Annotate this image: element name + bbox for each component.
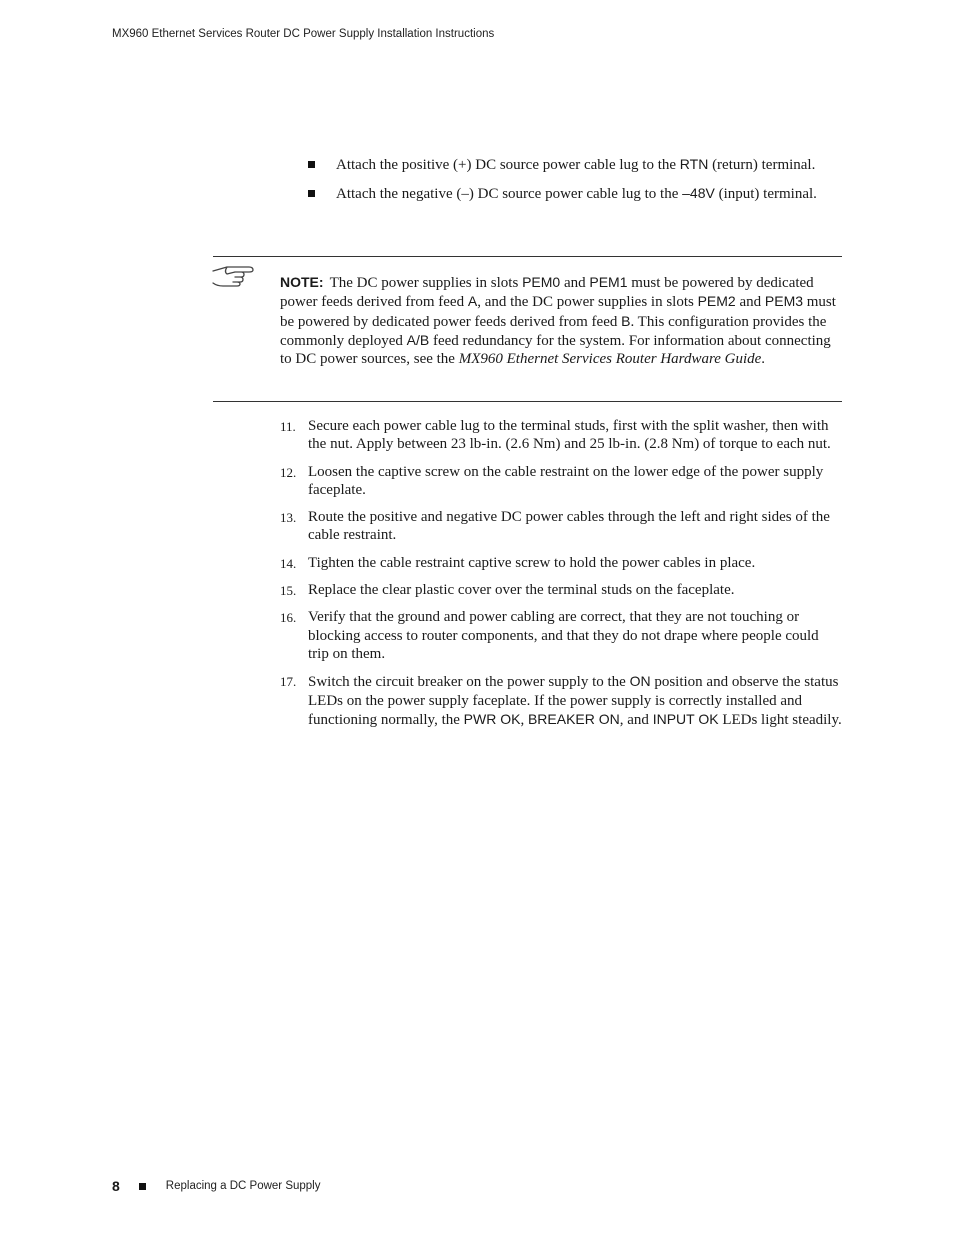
note-text: must be powered by dedicated power feeds derived from feed [280,275,814,311]
step-item [280,417,842,454]
note-text: must be powered by dedicated power feeds derived from feed [280,294,836,330]
step-number: 14. [280,555,297,571]
step-text: Verify that the ground and power cabling are correct, that they are not touching or blocking access to router components, and that they do not drape where people could trip on them. [308,609,819,662]
slot-name: PEM2 [697,293,736,310]
note-text: . [761,351,766,368]
step-item [280,581,842,599]
led-name: PWR OK [463,710,521,727]
step-text: , [520,711,528,728]
step-text: , and [619,711,653,728]
note-top-rule [213,256,842,257]
led-name: BREAKER ON [527,710,620,727]
step-text: LEDs light steadily. [718,711,842,728]
note-text: and [735,294,765,311]
bullet-list [308,155,828,214]
feed-name: B [621,312,631,329]
slot-name: PEM0 [522,274,561,290]
bullet-text: Attach the positive (+) DC source power cable lug to the [336,157,680,173]
step-text: position and observe the status LEDs on the power supply faceplate. If the power supply is correctly installed and functioning normally, the [308,674,839,728]
note-text: feed redundancy for the system. For information about connecting to DC power sources, see the [280,332,831,368]
square-bullet-icon [308,190,315,197]
step-item [280,672,842,729]
square-bullet-icon [308,161,315,168]
step-number: 13. [280,510,297,526]
step-list [280,417,842,738]
step-item [280,508,842,545]
feed-name: A [467,293,478,310]
bullet-text: (return) terminal. [708,157,816,173]
hardware-guide-reference: MX960 Ethernet Services Router Hardware Guide [458,351,762,368]
step-text: Secure each power cable lug to the terminal studs, first with the split washer, then with the nut. Apply between 23 lb-in. (2.6 Nm) and 25 lb-in. (2.8 Nm) of torque to each nut. [308,418,831,453]
slot-name: PEM3 [764,293,804,310]
step-text: Loosen the captive screw on the cable restraint on the lower edge of the power supply faceplate. [308,463,824,498]
bullet-text: (input) terminal. [714,186,817,203]
bullet-item [308,155,828,174]
step-item [280,554,842,572]
bullet-text: Attach the negative (–) DC source power cable lug to the [336,186,683,203]
step-number: 16. [280,610,297,626]
note-label: NOTE: [280,274,324,290]
terminal-name: RTN [679,156,709,172]
led-name: INPUT OK [652,710,719,727]
note-text: . This configuration provides the commonly deployed [280,313,827,349]
page-footer [112,1178,321,1194]
step-item [280,463,842,500]
step-number: 15. [280,583,297,599]
step-text: Switch the circuit breaker on the power supply to the [308,674,630,691]
note-text: , and the DC power supplies in slots [477,294,698,311]
step-number: 17. [280,674,297,690]
step-number: 12. [280,464,297,480]
note-text: and [560,275,590,291]
switch-position: ON [629,673,651,690]
running-header: MX960 Ethernet Services Router DC Power Supply Installation Instructions [112,28,495,40]
note-bottom-rule [213,401,842,402]
footer-section-title: Replacing a DC Power Supply [165,1180,321,1192]
note-block [280,273,842,368]
step-item [280,608,842,663]
step-text: Route the positive and negative DC power cables through the left and right sides of the cable restraint. [308,509,830,544]
terminal-name: –48V [682,185,715,202]
pointing-hand-icon [211,264,255,288]
slot-name: PEM1 [589,274,628,290]
step-text: Tighten the cable restraint captive screw to hold the power cables in place. [308,554,756,571]
step-text: Replace the clear plastic cover over the terminal studs on the faceplate. [308,582,735,599]
note-text: The DC power supplies in slots [329,275,523,291]
page-number: 8 [112,1178,120,1194]
step-number: 11. [280,419,296,434]
bullet-item [308,184,828,203]
square-bullet-icon [139,1183,146,1190]
feed-name: A/B [406,331,430,348]
